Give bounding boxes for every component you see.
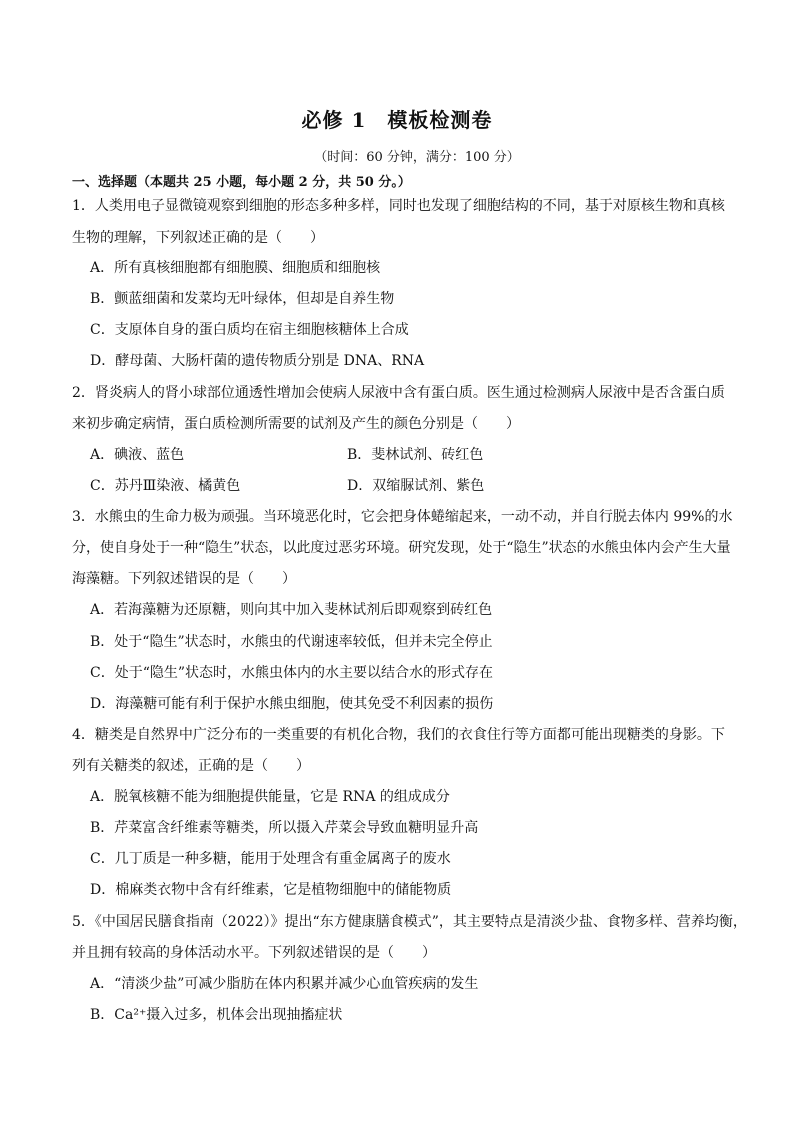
question-4-option-c: C．几丁质是一种多糖，能用于处理含有重金属离子的废水 bbox=[90, 851, 451, 867]
question-2-stem-line-1: 2．肾炎病人的肾小球部位通透性增加会使病人尿液中含有蛋白质。医生通过检测病人尿液中是否含蛋白质 bbox=[72, 385, 725, 401]
question-1-option-a: A．所有真核细胞都有细胞膜、细胞质和细胞核 bbox=[90, 260, 381, 276]
question-2-option-b: B．斐林试剂、砖红色 bbox=[347, 447, 484, 463]
question-4-stem-line-1: 4．糖类是自然界中广泛分布的一类重要的有机化合物，我们的衣食住行等方面都可能出现糖类的身影。下 bbox=[72, 727, 725, 743]
question-3-stem-line-2: 分，使自身处于一种“隐生”状态，以此度过恶劣环境。研究发现，处于“隐生”状态的水熊虫体内会产生大量 bbox=[72, 540, 731, 556]
question-1-option-b: B．颤蓝细菌和发菜均无叶绿体，但却是自养生物 bbox=[90, 291, 395, 307]
question-3-option-c: C．处于“隐生”状态时，水熊虫体内的水主要以结合水的形式存在 bbox=[90, 665, 494, 681]
question-2-stem-line-2: 来初步确定病情，蛋白质检测所需要的试剂及产生的颜色分别是（ ） bbox=[72, 416, 520, 432]
question-4-option-d: D．棉麻类衣物中含有纤维素，它是植物细胞中的储能物质 bbox=[90, 882, 452, 898]
exam-time-score: （时间：60 分钟，满分：100 分） bbox=[314, 150, 520, 165]
question-3-option-d: D．海藻糖可能有利于保护水熊虫细胞，使其免受不利因素的损伤 bbox=[90, 696, 494, 712]
question-3-stem-line-1: 3．水熊虫的生命力极为顽强。当环境恶化时，它会把身体蜷缩起来，一动不动，并自行脱去体内 99%的水 bbox=[72, 509, 733, 525]
question-4-option-b: B．芹菜富含纤维素等糖类，所以摄入芹菜会导致血糖明显升高 bbox=[90, 820, 479, 836]
question-5-option-a: A．“清淡少盐”可减少脂肪在体内积累并减少心血管疾病的发生 bbox=[90, 976, 479, 992]
question-5-stem-line-2: 并且拥有较高的身体活动水平。下列叙述错误的是（ ） bbox=[72, 945, 436, 961]
question-5-option-b: B．Ca²⁺摄入过多，机体会出现抽搐症状 bbox=[90, 1007, 343, 1023]
section-heading: 一、选择题（本题共 25 小题，每小题 2 分，共 50 分。） bbox=[72, 175, 411, 190]
question-1-option-d: D．酵母菌、大肠杆菌的遗传物质分别是 DNA、RNA bbox=[90, 353, 425, 369]
question-3-option-a: A．若海藻糖为还原糖，则向其中加入斐林试剂后即观察到砖红色 bbox=[90, 602, 493, 618]
question-3-option-b: B．处于“隐生”状态时，水熊虫的代谢速率较低，但并未完全停止 bbox=[90, 634, 493, 650]
question-1-option-c: C．支原体自身的蛋白质均在宿主细胞核糖体上合成 bbox=[90, 322, 409, 338]
question-2-option-a: A．碘液、蓝色 bbox=[90, 447, 185, 463]
question-2-option-d: D．双缩脲试剂、紫色 bbox=[347, 478, 485, 494]
question-4-stem-line-2: 列有关糖类的叙述，正确的是（ ） bbox=[72, 758, 310, 774]
question-1-stem-line-2: 生物的理解，下列叙述正确的是（ ） bbox=[72, 230, 324, 246]
question-1-stem-line-1: 1．人类用电子显微镜观察到细胞的形态多种多样，同时也发现了细胞结构的不同，基于对原核生物和真核 bbox=[72, 198, 725, 214]
page-title: 必修 1 模板检测卷 bbox=[301, 108, 493, 132]
question-5-stem-line-1: 5．《中国居民膳食指南（2022）》提出“东方健康膳食模式”，其主要特点是清淡少盐、食物多样、营养均衡， bbox=[72, 914, 747, 930]
question-4-option-a: A．脱氧核糖不能为细胞提供能量，它是 RNA 的组成成分 bbox=[90, 789, 450, 805]
question-2-option-c: C．苏丹Ⅲ染液、橘黄色 bbox=[90, 478, 241, 494]
question-3-stem-line-3: 海藻糖。下列叙述错误的是（ ） bbox=[72, 571, 296, 587]
